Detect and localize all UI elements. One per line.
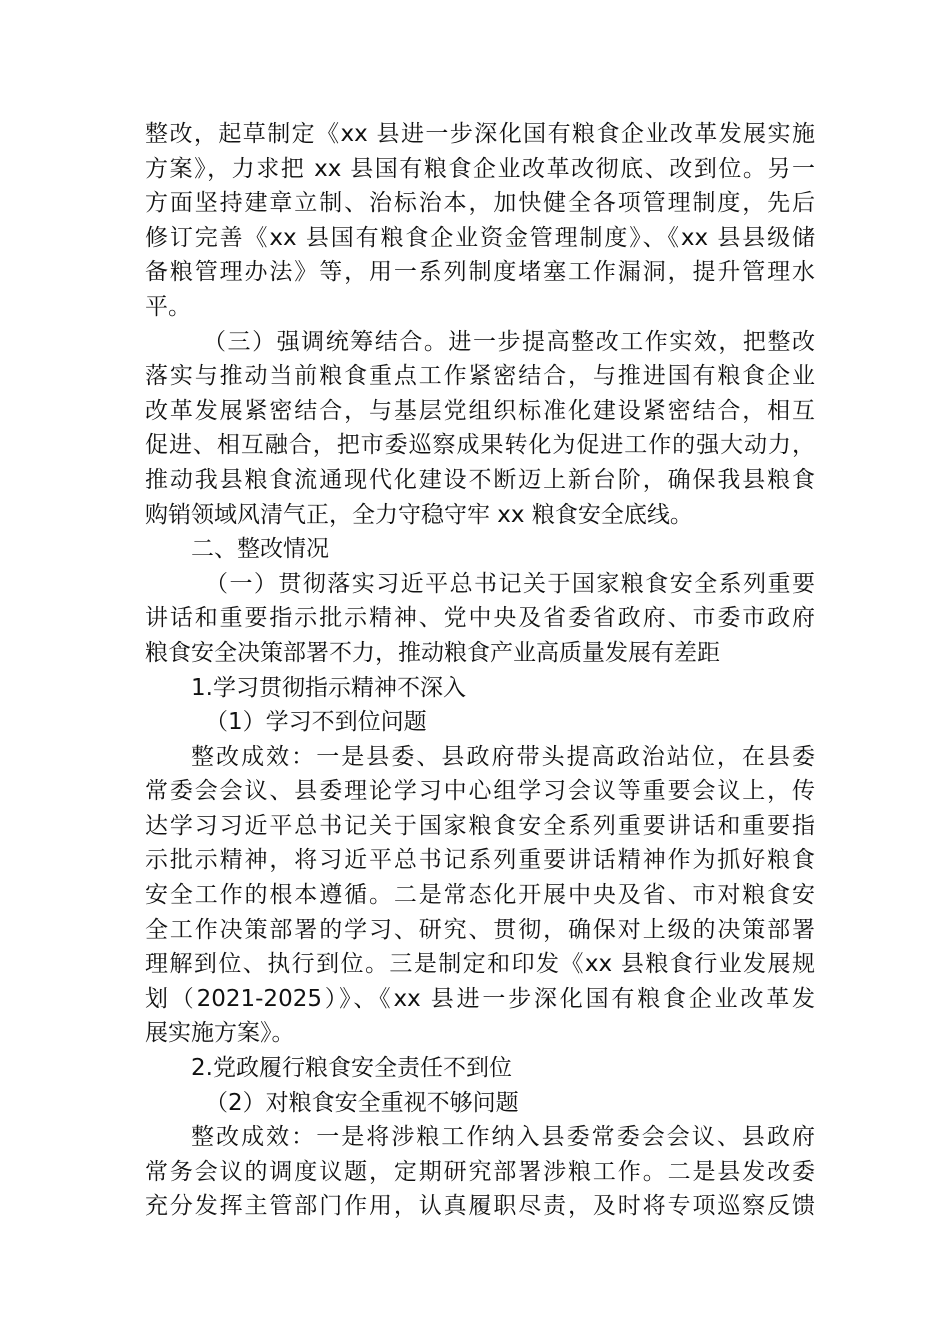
text-line: 划（2021-2025）》、《xx 县进一步深化国有粮食企业改革发: [145, 985, 815, 1012]
text-line: 充分发挥主管部门作用，认真履职尽责，及时将专项巡察反馈: [145, 1193, 815, 1220]
subsection-heading: （一）贯彻落实习近平总书记关于国家粮食安全系列重要: [205, 570, 815, 597]
text-line: 购销领域风清气正，全力守稳守牢 xx 粮食安全底线。: [145, 501, 693, 528]
text-line: 整改，起草制定《xx 县进一步深化国有粮食企业改革发展实施: [145, 121, 815, 147]
item-heading: （2）对粮食安全重视不够问题: [205, 1089, 519, 1116]
text-line: 展实施方案》。: [145, 1020, 295, 1047]
item-heading: 1.学习贯彻指示精神不深入: [191, 674, 466, 701]
item-heading: 2.党政履行粮食安全责任不到位: [191, 1055, 512, 1082]
text-line: 改革发展紧密结合，与基层党组织标准化建设紧密结合，相互: [145, 397, 815, 424]
text-line: 粮食安全决策部署不力，推动粮食产业高质量发展有差距: [145, 639, 720, 666]
text-line: 讲话和重要指示批示精神、党中央及省委省政府、市委市政府: [145, 605, 815, 632]
section-heading: （三）强调统筹结合。进一步提高整改工作实效，把整改: [203, 328, 815, 355]
text-line: 达学习习近平总书记关于国家粮食安全系列重要讲话和重要指: [145, 812, 815, 839]
text-line: 落实与推动当前粮食重点工作紧密结合，与推进国有粮食企业: [145, 363, 815, 390]
text-line: 平。: [145, 293, 191, 320]
text-line: 安全工作的根本遵循。二是常态化开展中央及省、市对粮食安: [145, 882, 815, 909]
document-body: [145, 117, 815, 1224]
text-line: 全工作决策部署的学习、研究、贯彻，确保对上级的决策部署: [145, 916, 815, 943]
text-line: 常委会会议、县委理论学习中心组学习会议等重要会议上，传: [145, 778, 815, 805]
text-line: 常务会议的调度议题，定期研究部署涉粮工作。二是县发改委: [145, 1158, 815, 1185]
text-line: 方面坚持建章立制、治标治本，加快健全各项管理制度，先后: [145, 190, 815, 217]
text-line: 整改成效：一是县委、县政府带头提高政治站位，在县委: [191, 743, 815, 770]
text-line: 修订完善《xx 县国有粮食企业资金管理制度》、《xx 县县级储: [145, 224, 815, 251]
text-line: 备粮管理办法》等，用一系列制度堵塞工作漏洞，提升管理水: [145, 259, 815, 286]
text-line: 理解到位、执行到位。三是制定和印发《xx 县粮食行业发展规: [145, 951, 815, 978]
text-line: 整改成效：一是将涉粮工作纳入县委常委会会议、县政府: [191, 1124, 815, 1151]
item-heading: （1）学习不到位问题: [205, 709, 427, 736]
text-line: 示批示精神，将习近平总书记系列重要讲话精神作为抓好粮食: [145, 847, 815, 874]
text-line: 方案》，力求把 xx 县国有粮食企业改革改彻底、改到位。另一: [145, 155, 815, 182]
text-line: 促进、相互融合，把市委巡察成果转化为促进工作的强大动力，: [145, 432, 815, 459]
section-heading: 二、整改情况: [191, 536, 329, 563]
text-line: 推动我县粮食流通现代化建设不断迈上新台阶，确保我县粮食: [145, 466, 815, 493]
